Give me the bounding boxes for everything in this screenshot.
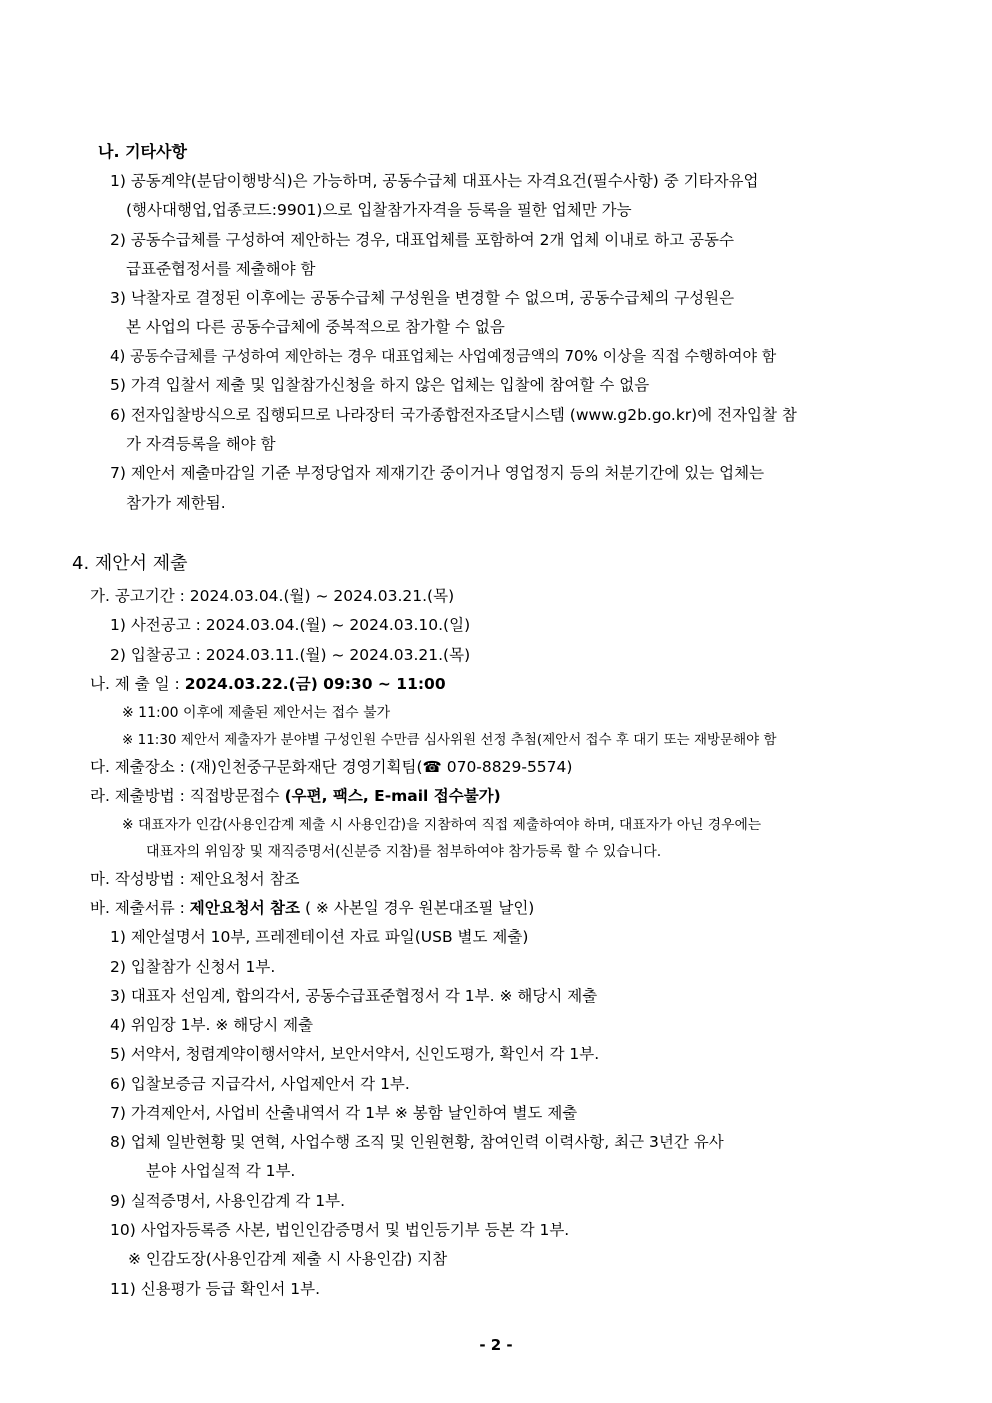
etc-item-7-line1: 7) 제안서 제출마감일 기준 부정당업자 제재기간 중이거나 영업정지 등의 처분기간에 있는 업체는 (110, 464, 765, 482)
doc-item-3: 3) 대표자 선임계, 합의각서, 공동수급표준협정서 각 1부. ※ 해당시 제출 (110, 987, 598, 1005)
submission-date-value: 2024.03.22.(금) 09:30 ~ 11:00 (184, 675, 446, 693)
method-note-2: 대표자의 위임장 및 재직증명서(신분증 지참)를 첨부하여야 참가등록 할 수 있습니다. (146, 844, 662, 860)
notice-period-pre: 1) 사전공고 : 2024.03.04.(월) ~ 2024.03.10.(일) (110, 616, 471, 634)
submission-note-2: ※ 11:30 제안서 제출자가 분야별 구성인원 수만큼 심사위원 선정 추첨(제안서 접수 후 대기 또는 재방문해야 함 (122, 732, 777, 748)
etc-item-7-line2: 참가가 제한됨. (126, 494, 226, 512)
etc-item-3-line1: 3) 낙찰자로 결정된 이후에는 공동수급체 구성원을 변경할 수 없으며, 공동수급체의 구성원은 (110, 289, 735, 307)
method-note-1: ※ 대표자가 인감(사용인감계 제출 시 사용인감)을 지참하여 직접 제출하여야 하며, 대표자가 아닌 경우에는 (122, 817, 762, 833)
doc-item-8-line2: 분야 사업실적 각 1부. (146, 1162, 296, 1180)
etc-item-5: 5) 가격 입찰서 제출 및 입찰참가신청을 하지 않은 업체는 입찰에 참여할 수 없음 (110, 376, 650, 394)
section-heading-proposal: 4. 제안서 제출 (72, 553, 188, 574)
etc-item-3-line2: 본 사업의 다른 공동수급체에 중복적으로 참가할 수 없음 (126, 318, 505, 336)
etc-item-6-line2: 가 자격등록을 해야 함 (126, 435, 276, 453)
submission-method-label: 라. 제출방법 : 직접방문접수 (90, 787, 285, 805)
doc-item-2: 2) 입찰참가 신청서 1부. (110, 958, 276, 976)
doc-item-5: 5) 서약서, 청렴계약이행서약서, 보안서약서, 신인도평가, 확인서 각 1부. (110, 1045, 600, 1063)
doc-item-7: 7) 가격제안서, 사업비 산출내역서 각 1부 ※ 봉함 날인하여 별도 제출 (110, 1104, 578, 1122)
submission-documents (90, 898, 534, 918)
documents-note: ( ※ 사본일 경우 원본대조필 날인) (300, 899, 535, 917)
writing-method: 마. 작성방법 : 제안요청서 참조 (90, 870, 300, 888)
submission-place: 다. 제출장소 : (재)인천중구문화재단 경영기획팀(☎ 070-8829-5574) (90, 758, 573, 776)
doc-item-10: 10) 사업자등록증 사본, 법인인감증명서 및 법인등기부 등본 각 1부. (110, 1221, 570, 1239)
etc-item-2-line1: 2) 공동수급체를 구성하여 제안하는 경우, 대표업체를 포함하여 2개 업체 이내로 하고 공동수 (110, 231, 734, 249)
notice-period: 가. 공고기간 : 2024.03.04.(월) ~ 2024.03.21.(목) (90, 587, 455, 605)
submission-date-label: 나. 제 출 일 : (90, 675, 185, 693)
doc-item-10-note: ※ 인감도장(사용인감계 제출 시 사용인감) 지참 (128, 1250, 448, 1268)
submission-method-restriction: (우편, 팩스, E-mail 접수불가) (284, 787, 501, 805)
doc-item-4: 4) 위임장 1부. ※ 해당시 제출 (110, 1016, 314, 1034)
doc-item-8-line1: 8) 업체 일반현황 및 연혁, 사업수행 조직 및 인원현황, 참여인력 이력사항, 최근 3년간 유사 (110, 1133, 724, 1151)
etc-item-1-line2: (행사대행업,업종코드:9901)으로 입찰참가자격을 등록을 필한 업체만 가능 (126, 201, 632, 219)
doc-item-6: 6) 입찰보증금 지급각서, 사업제안서 각 1부. (110, 1075, 410, 1093)
etc-item-4: 4) 공동수급체를 구성하여 제안하는 경우 대표업체는 사업예정금액의 70% 이상을 직접 수행하여야 함 (110, 347, 777, 365)
etc-item-6-line1: 6) 전자입찰방식으로 집행되므로 나라장터 국가종합전자조달시스템 (www.g2b.go.kr)에 전자입찰 참 (110, 406, 797, 424)
submission-method (90, 786, 501, 806)
doc-item-9: 9) 실적증명서, 사용인감계 각 1부. (110, 1192, 346, 1210)
notice-period-bid: 2) 입찰공고 : 2024.03.11.(월) ~ 2024.03.21.(목) (110, 646, 471, 664)
doc-item-1: 1) 제안설명서 10부, 프레젠테이션 자료 파일(USB 별도 제출) (110, 928, 529, 946)
submission-note-1: ※ 11:00 이후에 제출된 제안서는 접수 불가 (122, 705, 391, 721)
etc-item-2-line2: 급표준협정서를 제출해야 함 (126, 260, 316, 278)
doc-item-11: 11) 신용평가 등급 확인서 1부. (110, 1280, 320, 1298)
section-heading-etc: 나. 기타사항 (98, 142, 187, 161)
submission-date (90, 674, 446, 694)
etc-item-1-line1: 1) 공동계약(분담이행방식)은 가능하며, 공동수급체 대표사는 자격요건(필수사항) 중 기타자유업 (110, 172, 759, 190)
page-number: - 2 - (479, 1336, 513, 1354)
documents-ref: 제안요청서 참조 (189, 899, 301, 917)
documents-label: 바. 제출서류 : (90, 899, 190, 917)
